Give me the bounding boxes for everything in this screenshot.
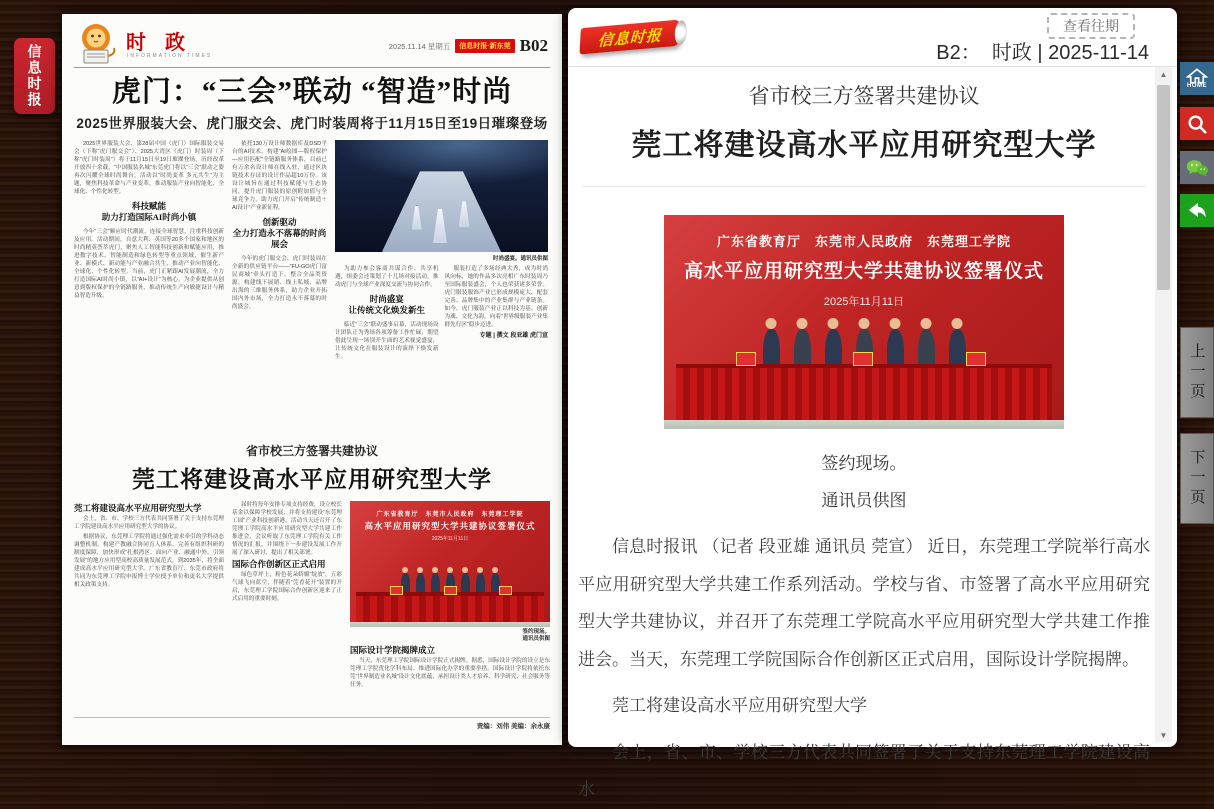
paper-date: 2025.11.14 星期五: [388, 41, 451, 51]
wechat-icon: [1185, 158, 1209, 178]
scroll-down-arrow[interactable]: ▼: [1159, 730, 1168, 740]
signing-ceremony-photo-small: [350, 501, 550, 627]
wechat-share-button[interactable]: [1180, 151, 1214, 184]
article1-credit: 专题 | 撰文 段亚雄 虎门宣: [479, 333, 548, 339]
article2-body: [74, 501, 550, 713]
scrollbar-thumb[interactable]: [1157, 85, 1170, 290]
article1-col3-paragraph: 为助力参会客商共谋合作、共享机遇，组委会还策划了十几场对接活动，推动虎门与全球产业深度交流与协同合作。: [335, 266, 439, 288]
article1-col4-paragraph: 服装打造了多场经典大秀，成为时尚风向标，她的作品多次亮相广东时装周乃至国际服装盛会，个人也荣获诸多荣誉。虎门服装服饰产业已形成规模庞大、配套完善、品牌集中的产业集群与产业链条。如今，虎门服装产业正以科技为基、创新为魂、文化为韵，向着“世界级服装产业集群先行区”稳步迈进。: [444, 266, 548, 328]
article1-col3-paragraph: 临近“三会”联动盛事启幕，活动现场设计团队正为秀场各项筹备工作忙碌，期望借此呈现一场别开生面的艺术视觉盛宴，让传统文化在服装设计的演绎下焕发新生。: [335, 322, 439, 360]
article1-crosshead: 创新驱动: [262, 217, 297, 227]
article1-col2-paragraph: 依托130万设计师数据库及DSD平台的AI技术，构建“AI绘图—版权保护—应用匹配”全链路服务体系，目前已有万余名设计师在线入驻，通过区块链技术存证的设计作品超10万份。该设计城旨在通过科技赋能与生态协同，提升虎门服装的原创附加值与全球竞争力，助力虎门开启“传统制造＋AI设计”产业新征程。: [232, 141, 327, 211]
reader-photo-credit: 通讯员供图: [821, 491, 907, 510]
home-button[interactable]: [1180, 62, 1214, 95]
scroll-up-arrow[interactable]: ▲: [1159, 69, 1168, 79]
article1-headline: 虎门：“三会”联动 “智造”时尚: [111, 76, 513, 108]
article2-photo-caption: 签约现场。: [522, 629, 550, 635]
search-icon: [1186, 113, 1208, 135]
article2-col1-paragraph: 会上，省、市、学校三方代表共同签署了关于支持东莞理工学院建设高水平应用研究型大学的协议。: [74, 516, 224, 530]
ceremony-title: 高水平应用研究型大学共建协议签署仪式: [683, 261, 1044, 282]
reader-paragraph: 莞工将建设高水平应用研究型大学: [612, 696, 867, 715]
lion-logo-icon: [74, 22, 120, 68]
section-subtitle-en: INFORMATION TIMES: [127, 53, 213, 59]
article1-col2-paragraph: 今年的虎门服交会、虎门时装周在全新的供应链平台——“FU-GO虎门富民商城”牵头打造下，整合全品类资源，构建线下展销、线上私域、品牌出海的三维服务体系，助力企业开拓国内外市场，全力打造永不落幕的时尚盛会。: [232, 256, 327, 310]
article1-crosshead: 助力打造国际AI时尚小镇: [101, 212, 197, 222]
paper-page-number: B02: [519, 36, 548, 55]
ceremony-date: 2025年11月11日: [431, 536, 469, 542]
article1-crosshead: 时尚盛宴: [369, 294, 404, 304]
next-page-button[interactable]: 下一页: [1180, 433, 1214, 524]
home-label: HOME: [1187, 83, 1207, 89]
ceremony-orgs: 广东省教育厅 东莞市人民政府 东莞理工学院: [376, 512, 524, 518]
reader-paragraph: 会上，省、市、学校三方代表共同签署了关于支持东莞理工学院建设高水: [578, 742, 1150, 799]
reader-content: [578, 67, 1150, 799]
home-icon: [1187, 68, 1207, 84]
article2-headline: 莞工将建设高水平应用研究型大学: [132, 467, 492, 492]
article1-crosshead: 让传统文化焕发新生: [348, 305, 425, 315]
reader-scrollbar[interactable]: [1155, 67, 1172, 742]
article2-crosshead: 国际合作创新区正式启用: [232, 559, 326, 569]
paper-brand-badge: 信息时报·新东莞: [455, 39, 514, 53]
ceremony-orgs: 广东省教育厅 东莞市人民政府 东莞理工学院: [716, 234, 1011, 249]
article1-col1-paragraph: 今年“三会”顺应时代潮流，连接全球智慧，注重科技创新及应用。活动期间，自意大利、英国等20多个国家和地区的时尚精英荟萃虎门，聚焦人工智能科技创新和赋能应用，推进数字技术、智能制造和绿色转型等重点领域，催生新产业、新模式、新动能与产业融合共生，推动产业向智能化、全球化、个性化转型。当前，虎门正紧跟AI发展潮流，全力打造国际AI时尚小镇，以“AI+设计”为核心，为企业提供从创意到版权保护的全链路服务，推动传统生产向敏捷设计与精益智造升级。: [74, 229, 224, 299]
signing-ceremony-photo: [664, 215, 1064, 429]
article1-crosshead: 科技赋能: [131, 201, 166, 211]
article2-col3-paragraph: 当天，东莞理工学院国际设计学院正式揭牌。据悉，国际设计学院的设立是东莞理工学院优化学科布局、推进国际化办学的重要举措。国际设计学院将依托东莞“世界制造业名城”设计文化底蕴，承担设计类人才培养、科学研究、社会服务等任务。: [350, 658, 550, 688]
article1-subhead: 2025世界服装大会、虎门服交会、虎门时装周将于11月15日至19日璀璨登场: [76, 116, 548, 131]
fashion-runway-photo: [335, 140, 548, 252]
article1-crosshead: 全力打造永不落幕的时尚展会: [232, 228, 327, 249]
article2-kicker: 省市校三方签署共建协议: [245, 444, 378, 458]
reader-photo-caption: 签约现场。: [821, 454, 907, 473]
brand-tab[interactable]: 信息时报: [14, 38, 55, 114]
article2-photo-caption: 通讯员供图: [522, 636, 550, 642]
reader-header: [568, 8, 1177, 67]
reader-panel: [568, 8, 1177, 799]
newspaper-roll-logo[interactable]: 信息时报: [580, 20, 681, 55]
section-title: 时 政: [126, 32, 192, 54]
paper-editors-line: 责编：刘伟 美编：余永康: [74, 717, 550, 730]
article2-col2-paragraph: 绿色草坪上，粉色花朵娇媚“绽放”，五彩气球飞向蓝空，伴随着“莞香花开”装置的开启，东莞理工学院国际合作创新区迎来了正式启用的重要时刻。: [232, 572, 342, 602]
reader-paragraph: 信息时报讯 （记者 段亚雄 通讯员 莞宣） 近日，东莞理工学院举行高水平应用研究型大学共建工作系列活动。学校与省、市签署了高水平应用研究型大学共建协议，并召开了东莞理工学院高水平应用研究型大学共建工作推进会。当天，东莞理工学院国际合作创新区正式启用，国际设计学院揭牌。: [578, 537, 1150, 669]
newspaper-page[interactable]: [62, 14, 562, 745]
article1-body: [74, 140, 550, 436]
newspaper-masthead: [74, 20, 550, 68]
back-button[interactable]: [1180, 194, 1214, 227]
prev-page-button[interactable]: 上一页: [1180, 327, 1214, 418]
search-button[interactable]: [1180, 107, 1214, 140]
ceremony-title: 高水平应用研究型大学共建协议签署仪式: [364, 521, 536, 531]
article2-crosshead: 国际设计学院揭牌成立: [350, 645, 436, 655]
back-arrow-icon: [1186, 201, 1208, 221]
article2-col1-paragraph: 根据协议，东莞理工学院将通过强化需求牵引的学科动态调整机制，构建产教融合协同育人体系，完善有组织科研的制度保障，加快形成“扎根湾区、面向产业、融通中外、引领发展”的地方应用型高校高质量发展范式，到2035年，将全面建成高水平应用研究型大学。广东省教育厅、东莞市政府将共同为东莞理工学院申报博士学位授予单位和更名大学提供相关政策支持。: [74, 534, 224, 588]
page-info: B2： 时政 | 2025-11-14: [936, 42, 1149, 64]
reader-article-kicker: 省市校三方签署共建协议: [748, 85, 980, 108]
ceremony-date: 2025年11月11日: [823, 296, 905, 308]
view-past-issues-button[interactable]: 查看往期: [1047, 13, 1135, 39]
article1-photo-caption: 时尚盛宴。通讯员供图: [492, 256, 548, 262]
article1-col1-paragraph: 2025世界服装大会、第28届中国（虎门）国际服装交易会（下称“虎门服交会”）、2025大湾区（虎门）时装周（下称“虎门时装周”）将于11月15日至19日璀璨登场。历经改革开放四十余载，“中国服装名城”东莞虎门将以“三会”联动之姿再次闪耀全球时尚舞台。活动以“时尚变革 多元共生”为主题，聚焦科技革命与产业变革，推动服装产业向智能化、全球化、个性化转型。: [74, 141, 224, 195]
article2-col2-paragraph: 届时将每年安排专项支持经费，设立校长基金以保障学校发展，并将支持建设“东莞理工园”产业科技创新港。活动当天还召开了东莞理工学院高水平应用研究型大学共建工作推进会，会议听取了东莞理工学院有关工作情况的汇报，并围绕下一步建设发展工作开展了深入研讨，提出了相关部署。: [232, 502, 342, 556]
article2-crosshead: 莞工将建设高水平应用研究型大学: [74, 503, 202, 513]
reader-article-title: 莞工将建设高水平应用研究型大学: [631, 129, 1097, 162]
